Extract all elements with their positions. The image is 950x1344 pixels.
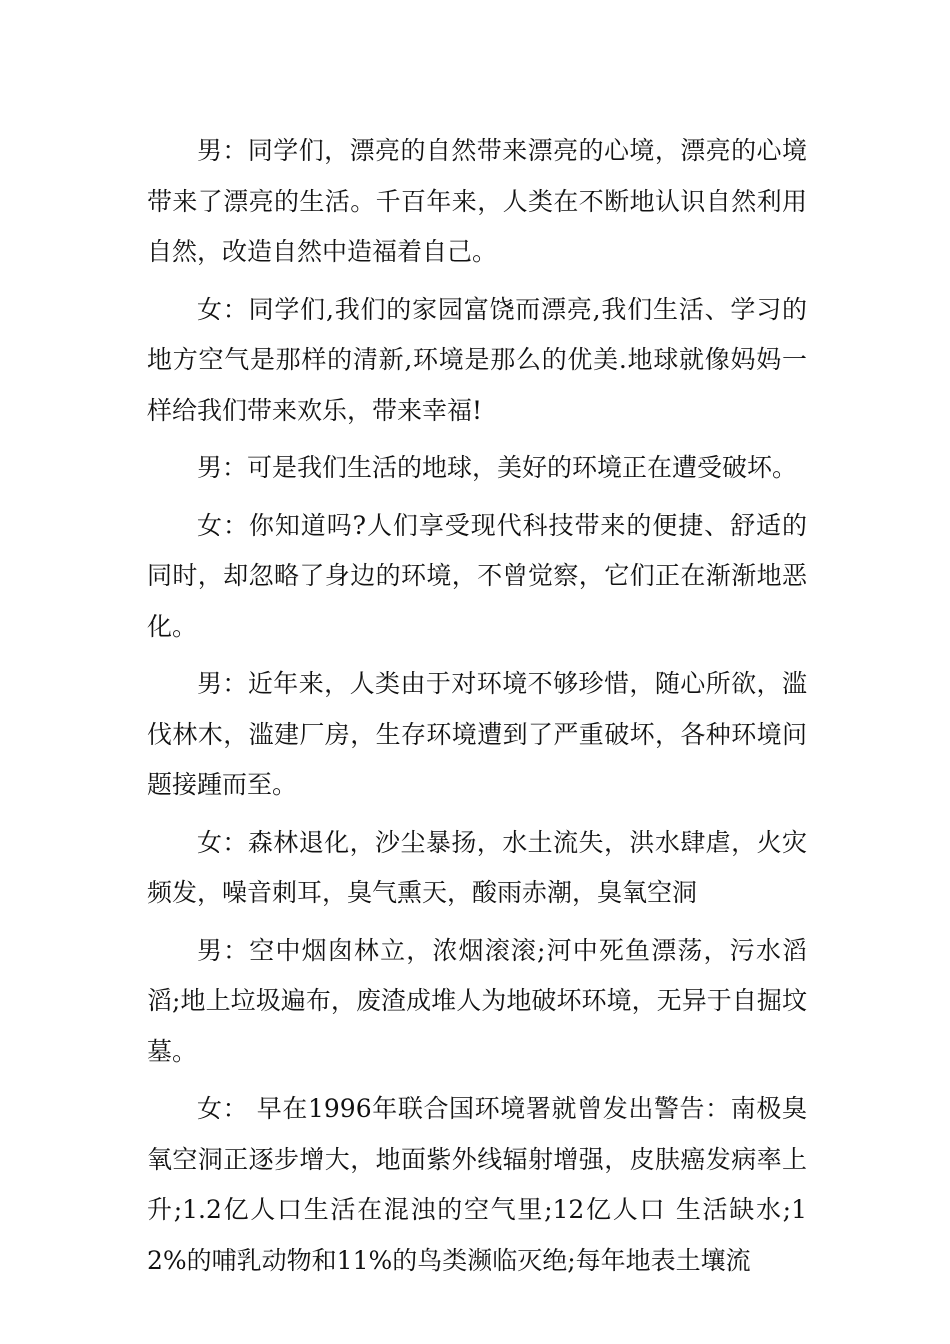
document-page	[147, 126, 807, 1293]
paragraph: 女： 早在1996年联合国环境署就曾发出警告：南极臭氧空洞正逐步增大，地面紫外线辐射增强，皮肤癌发病率上升;1.2亿人口生活在混浊的空气里;12亿人口 生活缺水;12%的哺乳动物和11%的鸟类濒临灭绝;每年地表土壤流	[147, 1094, 807, 1275]
paragraph: 女：同学们,我们的家园富饶而漂亮,我们生活、学习的地方空气是那样的清新,环境是那么的优美.地球就像妈妈一样给我们带来欢乐，带来幸福!	[147, 294, 807, 425]
paragraph: 男：近年来，人类由于对环境不够珍惜，随心所欲，滥伐林木，滥建厂房，生存环境遭到了严重破坏，各种环境问题接踵而至。	[147, 669, 807, 799]
paragraph: 男：可是我们生活的地球，美好的环境正在遭受破坏。	[197, 453, 798, 482]
paragraph: 男：同学们，漂亮的自然带来漂亮的心境，漂亮的心境带来了漂亮的生活。千百年来，人类在不断地认识自然利用自然，改造自然中造福着自己。	[147, 136, 807, 266]
paragraph: 女：你知道吗?人们享受现代科技带来的便捷、舒适的同时，却忽略了身边的环境，不曾觉察，它们正在渐渐地恶化。	[147, 510, 807, 641]
paragraph: 男：空中烟囱林立，浓烟滚滚;河中死鱼漂荡，污水滔滔;地上垃圾遍布，废渣成堆人为地破坏环境，无异于自掘坟墓。	[147, 935, 807, 1066]
paragraph: 女：森林退化，沙尘暴扬，水土流失，洪水肆虐，火灾频发，噪音刺耳，臭气熏天，酸雨赤潮，臭氧空洞	[147, 827, 807, 907]
